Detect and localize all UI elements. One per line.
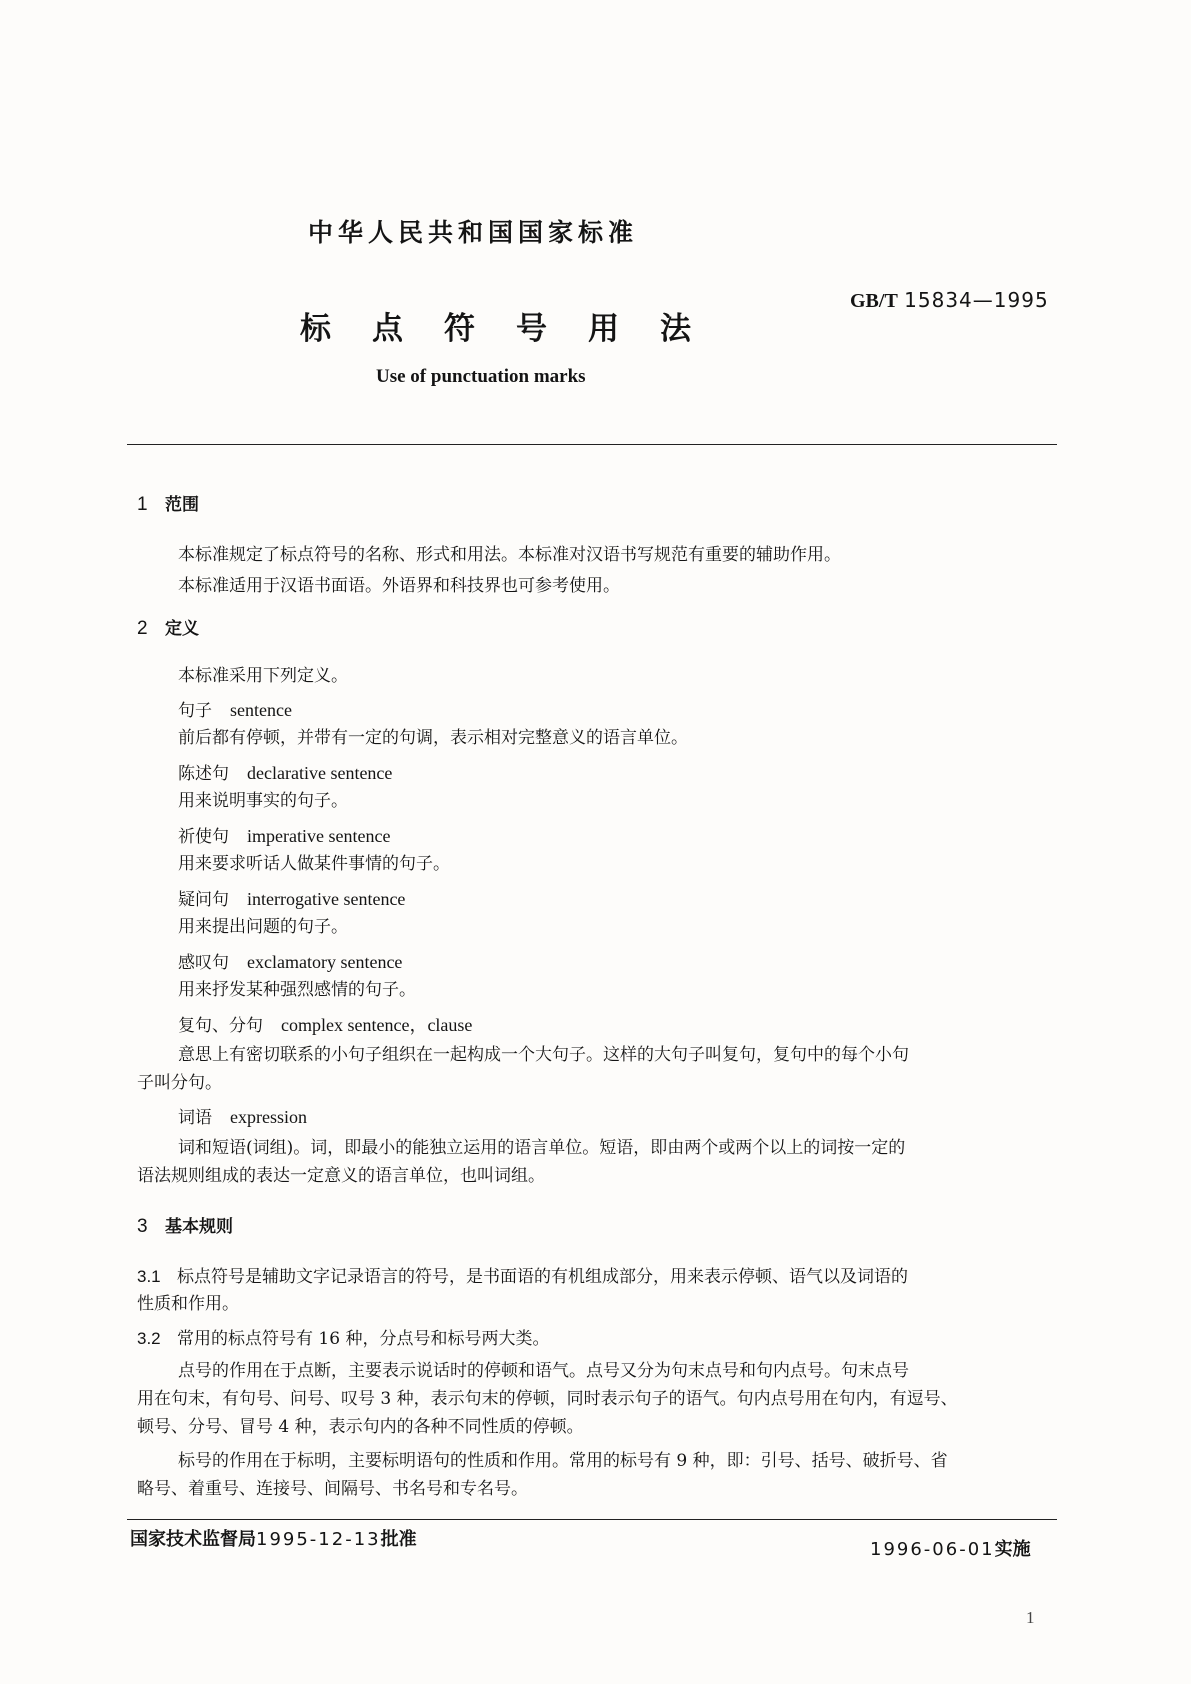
clause-3-1-line-1 bbox=[137, 1263, 908, 1291]
term-entry bbox=[178, 696, 292, 721]
term-entry bbox=[178, 948, 402, 973]
term-entry bbox=[178, 759, 392, 784]
term-definition-line: 词和短语(词组)。词，即最小的能独立运用的语言单位。短语，即由两个或两个以上的词按一定的 bbox=[178, 1138, 906, 1158]
clause-3-2-line-1 bbox=[137, 1325, 549, 1353]
term-definition-line: 意思上有密切联系的小句子组织在一起构成一个大句子。这样的大句子叫复句，复句中的每个小句 bbox=[178, 1045, 909, 1065]
term-zh: 句子 bbox=[178, 701, 212, 721]
approval-line bbox=[130, 1525, 417, 1551]
approval-date: 1995-12-13 bbox=[256, 1529, 381, 1550]
section-1-heading bbox=[137, 490, 199, 516]
section-number: 3 bbox=[137, 1216, 148, 1237]
page-number: 1 bbox=[1026, 1608, 1035, 1627]
term-zh: 感叹句 bbox=[178, 953, 229, 973]
term-definition: 用来说明事实的句子。 bbox=[178, 791, 348, 811]
issuer: 国家技术监督局 bbox=[130, 1529, 256, 1550]
document-title: 标点符号用法 bbox=[300, 311, 732, 347]
footer-rule bbox=[127, 1519, 1057, 1520]
term-zh: 祈使句 bbox=[178, 827, 229, 847]
section-title: 定义 bbox=[165, 619, 199, 639]
standard-code bbox=[850, 288, 1049, 313]
term-entry bbox=[178, 822, 390, 847]
header-rule bbox=[127, 444, 1057, 445]
term-definition-line: 子叫分句。 bbox=[137, 1073, 222, 1093]
document-title-english: Use of punctuation marks bbox=[376, 366, 586, 387]
effective-label: 实施 bbox=[994, 1539, 1031, 1560]
term-zh: 复句、分句 bbox=[178, 1016, 263, 1036]
term-en: interrogative sentence bbox=[247, 889, 406, 909]
term-zh: 陈述句 bbox=[178, 764, 229, 784]
term-en: exclamatory sentence bbox=[247, 952, 403, 972]
section-number: 1 bbox=[137, 494, 148, 515]
point-marks-line-1: 点号的作用在于点断，主要表示说话时的停顿和语气。点号又分为句末点号和句内点号。句末点号 bbox=[178, 1361, 909, 1381]
definitions-intro: 本标准采用下列定义。 bbox=[178, 666, 348, 686]
clause-text: 常用的标点符号有 16 种，分点号和标号两大类。 bbox=[177, 1329, 550, 1349]
clause-number: 3.1 bbox=[137, 1267, 161, 1286]
term-en: sentence bbox=[230, 700, 292, 720]
term-definition: 用来要求听话人做某件事情的句子。 bbox=[178, 854, 450, 874]
standard-code-prefix: GB/T bbox=[850, 290, 898, 312]
section-title: 基本规则 bbox=[165, 1217, 233, 1237]
term-en: imperative sentence bbox=[247, 826, 391, 846]
term-entry bbox=[178, 1103, 307, 1128]
term-definition: 前后都有停顿，并带有一定的句调，表示相对完整意义的语言单位。 bbox=[178, 728, 688, 748]
term-zh: 词语 bbox=[178, 1108, 212, 1128]
label-marks-line-2: 略号、着重号、连接号、间隔号、书名号和专名号。 bbox=[137, 1479, 528, 1499]
label-marks-line-1: 标号的作用在于标明，主要标明语句的性质和作用。常用的标号有 9 种，即：引号、括号、破折号、省 bbox=[178, 1451, 948, 1471]
term-definition-line: 语法规则组成的表达一定意义的语言单位，也叫词组。 bbox=[137, 1166, 545, 1186]
clause-text: 标点符号是辅助文字记录语言的符号，是书面语的有机组成部分，用来表示停顿、语气以及词语的 bbox=[177, 1267, 908, 1287]
term-en: declarative sentence bbox=[247, 763, 393, 783]
term-definition: 用来提出问题的句子。 bbox=[178, 917, 348, 937]
term-entry bbox=[178, 1011, 472, 1037]
point-marks-line-2: 用在句末，有句号、问号、叹号 3 种，表示句末的停顿，同时表示句子的语气。句内点号用在句内，有逗号、 bbox=[137, 1389, 958, 1409]
term-en: expression bbox=[230, 1107, 307, 1127]
clause-number: 3.2 bbox=[137, 1329, 161, 1348]
section-number: 2 bbox=[137, 618, 148, 639]
term-zh: 疑问句 bbox=[178, 890, 229, 910]
section-3-heading bbox=[137, 1212, 233, 1238]
approval-label: 批准 bbox=[380, 1529, 417, 1550]
term-entry bbox=[178, 885, 405, 910]
term-definition: 用来抒发某种强烈感情的句子。 bbox=[178, 980, 416, 1000]
national-standard-title: 中华人民共和国国家标准 bbox=[308, 218, 639, 247]
effective-line bbox=[870, 1535, 1031, 1561]
scope-paragraph-2: 本标准适用于汉语书面语。外语界和科技界也可参考使用。 bbox=[178, 576, 620, 596]
clause-3-1-line-2: 性质和作用。 bbox=[137, 1294, 239, 1314]
scope-paragraph-1: 本标准规定了标点符号的名称、形式和用法。本标准对汉语书写规范有重要的辅助作用。 bbox=[178, 545, 841, 565]
standard-code-number: 15834—1995 bbox=[904, 288, 1049, 312]
point-marks-line-3: 顿号、分号、冒号 4 种，表示句内的各种不同性质的停顿。 bbox=[137, 1417, 584, 1437]
section-2-heading bbox=[137, 614, 199, 640]
term-en: complex sentence，clause bbox=[281, 1015, 473, 1035]
section-title: 范围 bbox=[165, 495, 199, 515]
effective-date: 1996-06-01 bbox=[870, 1539, 995, 1560]
